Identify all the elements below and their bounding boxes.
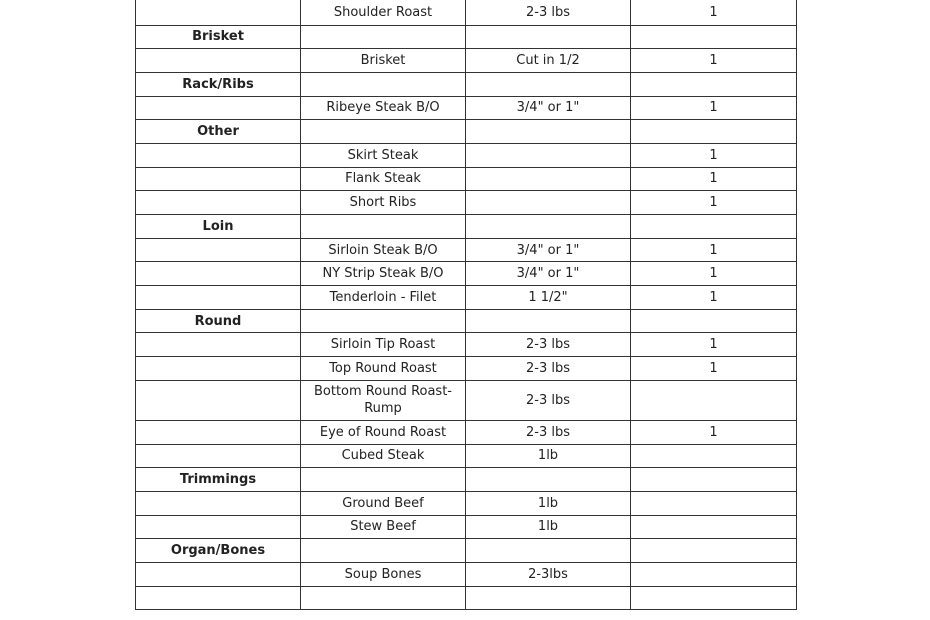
cut-cell: Sirloin Tip Roast [301, 333, 466, 357]
group-cell [136, 191, 301, 215]
cut-cell [301, 309, 466, 333]
table-row [136, 357, 797, 381]
size-cell: 1lb [466, 444, 631, 468]
cut-cell: Ground Beef [301, 491, 466, 515]
size-cell: 2-3 lbs [466, 420, 631, 444]
group-cell [136, 143, 301, 167]
cut-cell [301, 586, 466, 610]
table-row [136, 333, 797, 357]
group-cell [136, 444, 301, 468]
size-cell [466, 215, 631, 239]
table-row [136, 120, 797, 144]
size-cell: 2-3 lbs [466, 0, 631, 25]
cut-cell: Cubed Steak [301, 444, 466, 468]
table-row [136, 380, 797, 420]
qty-cell [631, 539, 797, 563]
size-cell [466, 468, 631, 492]
table-row [136, 539, 797, 563]
qty-cell [631, 215, 797, 239]
group-cell: Brisket [136, 25, 301, 49]
cut-cell: Top Round Roast [301, 357, 466, 381]
qty-cell [631, 586, 797, 610]
size-cell [466, 539, 631, 563]
group-cell [136, 262, 301, 286]
group-cell: Other [136, 120, 301, 144]
size-cell [466, 25, 631, 49]
cut-cell: Eye of Round Roast [301, 420, 466, 444]
qty-cell: 1 [631, 191, 797, 215]
cut-cell: Shoulder Roast [301, 0, 466, 25]
size-cell: 2-3lbs [466, 562, 631, 586]
group-cell [136, 333, 301, 357]
cut-cell: Bottom Round Roast- Rump [301, 380, 466, 420]
qty-cell: 1 [631, 167, 797, 191]
group-cell [136, 96, 301, 120]
qty-cell: 1 [631, 143, 797, 167]
size-cell: Cut in 1/2 [466, 49, 631, 73]
qty-cell: 1 [631, 262, 797, 286]
table-row [136, 0, 797, 25]
cut-cell: NY Strip Steak B/O [301, 262, 466, 286]
qty-cell: 1 [631, 286, 797, 310]
cut-cell [301, 215, 466, 239]
group-cell [136, 491, 301, 515]
beef-cuts-table [135, 0, 797, 610]
table-row [136, 420, 797, 444]
group-cell [136, 238, 301, 262]
cut-cell: Sirloin Steak B/O [301, 238, 466, 262]
size-cell: 1lb [466, 515, 631, 539]
size-cell: 3/4" or 1" [466, 262, 631, 286]
size-cell [466, 143, 631, 167]
qty-cell [631, 72, 797, 96]
qty-cell [631, 444, 797, 468]
group-cell [136, 167, 301, 191]
table-row [136, 191, 797, 215]
qty-cell [631, 380, 797, 420]
qty-cell [631, 309, 797, 333]
size-cell [466, 191, 631, 215]
table-row [136, 167, 797, 191]
cut-cell: Brisket [301, 49, 466, 73]
size-cell: 2-3 lbs [466, 380, 631, 420]
qty-cell [631, 120, 797, 144]
size-cell: 3/4" or 1" [466, 96, 631, 120]
table-row [136, 309, 797, 333]
table-row [136, 72, 797, 96]
group-cell: Organ/Bones [136, 539, 301, 563]
size-cell: 3/4" or 1" [466, 238, 631, 262]
group-cell [136, 286, 301, 310]
table-row [136, 286, 797, 310]
qty-cell [631, 491, 797, 515]
size-cell: 1lb [466, 491, 631, 515]
cut-cell: Skirt Steak [301, 143, 466, 167]
qty-cell: 1 [631, 238, 797, 262]
table-row [136, 586, 797, 610]
group-cell [136, 380, 301, 420]
qty-cell: 1 [631, 333, 797, 357]
size-cell [466, 72, 631, 96]
qty-cell: 1 [631, 96, 797, 120]
table-row [136, 143, 797, 167]
table-row [136, 562, 797, 586]
cut-cell [301, 468, 466, 492]
group-cell [136, 0, 301, 25]
group-cell: Trimmings [136, 468, 301, 492]
table-row [136, 262, 797, 286]
size-cell: 1 1/2" [466, 286, 631, 310]
group-cell: Loin [136, 215, 301, 239]
table-row [136, 96, 797, 120]
table-row [136, 215, 797, 239]
group-cell [136, 420, 301, 444]
table-row [136, 238, 797, 262]
qty-cell: 1 [631, 49, 797, 73]
size-cell: 2-3 lbs [466, 357, 631, 381]
cut-cell [301, 72, 466, 96]
table-row [136, 25, 797, 49]
cut-cell: Tenderloin - Filet [301, 286, 466, 310]
qty-cell: 1 [631, 420, 797, 444]
group-cell [136, 586, 301, 610]
cut-cell: Soup Bones [301, 562, 466, 586]
cut-cell: Flank Steak [301, 167, 466, 191]
cut-cell [301, 120, 466, 144]
group-cell [136, 357, 301, 381]
qty-cell: 1 [631, 0, 797, 25]
group-cell [136, 49, 301, 73]
qty-cell [631, 25, 797, 49]
cut-cell: Short Ribs [301, 191, 466, 215]
group-cell [136, 562, 301, 586]
cut-cell [301, 25, 466, 49]
size-cell [466, 167, 631, 191]
table-row [136, 491, 797, 515]
table-row [136, 444, 797, 468]
group-cell: Round [136, 309, 301, 333]
qty-cell [631, 562, 797, 586]
cut-cell: Ribeye Steak B/O [301, 96, 466, 120]
table-row [136, 49, 797, 73]
qty-cell [631, 515, 797, 539]
size-cell [466, 120, 631, 144]
qty-cell: 1 [631, 357, 797, 381]
qty-cell [631, 468, 797, 492]
group-cell [136, 515, 301, 539]
table-row [136, 515, 797, 539]
size-cell [466, 586, 631, 610]
group-cell: Rack/Ribs [136, 72, 301, 96]
size-cell: 2-3 lbs [466, 333, 631, 357]
cut-cell: Stew Beef [301, 515, 466, 539]
table-row [136, 468, 797, 492]
cut-cell [301, 539, 466, 563]
size-cell [466, 309, 631, 333]
